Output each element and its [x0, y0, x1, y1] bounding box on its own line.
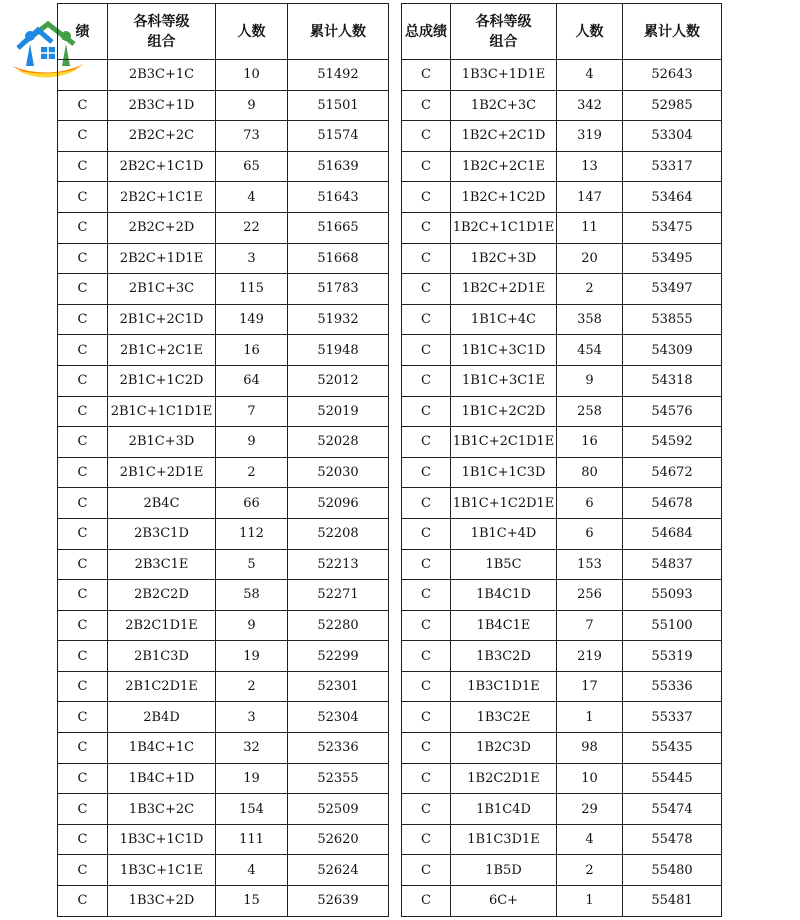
count-cell: 29	[557, 794, 623, 825]
total-grade-cell: C	[58, 763, 108, 794]
grade-combination-cell: 1B1C4D	[451, 794, 557, 825]
grade-combination-cell: 2B3C1E	[108, 549, 216, 580]
cumulative-count-cell: 54678	[623, 488, 722, 519]
table-row	[402, 824, 722, 855]
grade-combination-cell: 1B4C1D	[451, 580, 557, 611]
total-grade-cell: C	[402, 886, 451, 917]
cumulative-count-cell: 52355	[288, 763, 389, 794]
count-cell: 73	[216, 121, 288, 152]
count-cell: 17	[557, 671, 623, 702]
cumulative-count-cell: 53475	[623, 212, 722, 243]
table-row	[58, 580, 389, 611]
table-row	[402, 549, 722, 580]
count-cell: 6	[557, 518, 623, 549]
cumulative-count-cell: 52299	[288, 641, 389, 672]
count-cell: 9	[216, 90, 288, 121]
total-grade-cell: C	[58, 580, 108, 611]
table-row	[402, 90, 722, 121]
table-row	[402, 274, 722, 305]
count-cell: 2	[216, 457, 288, 488]
total-grade-cell: C	[58, 365, 108, 396]
total-grade-cell: C	[58, 794, 108, 825]
cumulative-count-cell: 51501	[288, 90, 389, 121]
cumulative-count-cell: 52280	[288, 610, 389, 641]
table-row	[58, 304, 389, 335]
table-row	[58, 733, 389, 764]
grade-combination-cell: 1B1C+4D	[451, 518, 557, 549]
count-cell: 4	[216, 182, 288, 213]
count-cell: 58	[216, 580, 288, 611]
count-cell: 111	[216, 824, 288, 855]
grade-combination-cell: 1B2C+3C	[451, 90, 557, 121]
grade-combination-cell: 1B3C2E	[451, 702, 557, 733]
grade-combination-cell: 2B1C+1C2D	[108, 365, 216, 396]
table-row	[402, 580, 722, 611]
cumulative-count-cell: 52096	[288, 488, 389, 519]
count-cell: 32	[216, 733, 288, 764]
grade-combination-cell: 2B4C	[108, 488, 216, 519]
total-grade-cell: C	[58, 121, 108, 152]
table-row	[58, 274, 389, 305]
total-grade-cell: C	[58, 151, 108, 182]
cumulative-count-cell: 52019	[288, 396, 389, 427]
cumulative-count-cell: 52336	[288, 733, 389, 764]
count-cell: 98	[557, 733, 623, 764]
count-cell: 66	[216, 488, 288, 519]
count-cell: 2	[216, 671, 288, 702]
cumulative-count-cell: 51932	[288, 304, 389, 335]
cumulative-count-cell: 55435	[623, 733, 722, 764]
cumulative-count-cell: 52271	[288, 580, 389, 611]
count-cell: 10	[216, 60, 288, 91]
table-row	[402, 457, 722, 488]
total-grade-cell: C	[58, 182, 108, 213]
count-cell: 153	[557, 549, 623, 580]
count-cell: 1	[557, 702, 623, 733]
total-grade-cell	[58, 60, 108, 91]
grade-combination-cell: 2B1C+3C	[108, 274, 216, 305]
table-row	[58, 335, 389, 366]
cumulative-count-cell: 52301	[288, 671, 389, 702]
table-row	[402, 794, 722, 825]
cumulative-count-cell: 51665	[288, 212, 389, 243]
table-row	[402, 610, 722, 641]
count-cell: 342	[557, 90, 623, 121]
count-header: 人数	[557, 4, 623, 60]
table-row	[58, 702, 389, 733]
total-grade-cell: C	[402, 610, 451, 641]
grade-combination-cell: 2B1C2D1E	[108, 671, 216, 702]
count-cell: 16	[557, 427, 623, 458]
count-cell: 20	[557, 243, 623, 274]
total-grade-cell: C	[402, 182, 451, 213]
count-cell: 219	[557, 641, 623, 672]
count-cell: 454	[557, 335, 623, 366]
grade-combination-cell: 1B1C+4C	[451, 304, 557, 335]
grade-combination-cell: 1B3C+1D1E	[451, 60, 557, 91]
cumulative-count-cell: 52208	[288, 518, 389, 549]
total-grade-cell: C	[58, 733, 108, 764]
total-grade-cell: C	[402, 427, 451, 458]
count-cell: 64	[216, 365, 288, 396]
cumulative-count-header: 累计人数	[623, 4, 722, 60]
grade-combination-cell: 1B1C+2C2D	[451, 396, 557, 427]
count-cell: 19	[216, 763, 288, 794]
cumulative-count-cell: 55478	[623, 824, 722, 855]
table-row	[402, 518, 722, 549]
grade-combination-cell: 2B2C+1C1D	[108, 151, 216, 182]
total-grade-cell: C	[58, 488, 108, 519]
cumulative-count-cell: 52030	[288, 457, 389, 488]
cumulative-count-cell: 55480	[623, 855, 722, 886]
grade-combination-cell: 2B1C3D	[108, 641, 216, 672]
grade-combination-cell: 1B2C+3D	[451, 243, 557, 274]
table-row	[58, 60, 389, 91]
grade-combination-cell: 1B3C+1C1D	[108, 824, 216, 855]
grade-combination-cell: 2B2C+2D	[108, 212, 216, 243]
table-row	[58, 365, 389, 396]
cumulative-count-cell: 51668	[288, 243, 389, 274]
cumulative-count-cell: 55481	[623, 886, 722, 917]
table-row	[402, 855, 722, 886]
total-grade-cell: C	[58, 702, 108, 733]
count-cell: 19	[216, 641, 288, 672]
total-grade-cell: C	[402, 335, 451, 366]
grade-combination-cell: 2B1C+2D1E	[108, 457, 216, 488]
count-cell: 115	[216, 274, 288, 305]
cumulative-count-cell: 53464	[623, 182, 722, 213]
cumulative-count-cell: 52620	[288, 824, 389, 855]
count-cell: 13	[557, 151, 623, 182]
grade-combination-cell: 1B5D	[451, 855, 557, 886]
total-grade-cell: C	[402, 549, 451, 580]
total-grade-cell: C	[402, 243, 451, 274]
grade-combination-cell: 1B2C+2D1E	[451, 274, 557, 305]
count-cell: 10	[557, 763, 623, 794]
count-cell: 258	[557, 396, 623, 427]
table-row	[58, 641, 389, 672]
grade-combination-cell: 1B1C+1C2D1E	[451, 488, 557, 519]
grade-combination-cell: 1B2C+1C2D	[451, 182, 557, 213]
table-row	[58, 396, 389, 427]
count-cell: 358	[557, 304, 623, 335]
grade-combination-cell: 2B2C+1C1E	[108, 182, 216, 213]
grade-combination-cell: 2B3C+1D	[108, 90, 216, 121]
table-row	[58, 151, 389, 182]
count-cell: 112	[216, 518, 288, 549]
grade-combination-cell: 1B2C3D	[451, 733, 557, 764]
total-grade-cell: C	[58, 396, 108, 427]
cumulative-count-cell: 55100	[623, 610, 722, 641]
grade-combination-cell: 1B4C+1D	[108, 763, 216, 794]
table-row	[58, 90, 389, 121]
header-row	[58, 4, 389, 60]
count-cell: 3	[216, 702, 288, 733]
table-row	[402, 763, 722, 794]
grade-combination-cell: 1B4C+1C	[108, 733, 216, 764]
grade-combination-cell: 1B2C+2C1E	[451, 151, 557, 182]
total-grade-cell: C	[58, 335, 108, 366]
cumulative-count-cell: 52213	[288, 549, 389, 580]
total-grade-cell: C	[402, 763, 451, 794]
cumulative-count-cell: 51643	[288, 182, 389, 213]
grade-combination-cell: 1B3C+2C	[108, 794, 216, 825]
total-grade-cell: C	[58, 610, 108, 641]
grade-combination-cell: 2B1C+3D	[108, 427, 216, 458]
total-grade-cell: C	[402, 855, 451, 886]
total-grade-cell: C	[402, 488, 451, 519]
total-grade-cell: C	[58, 855, 108, 886]
total-grade-cell: C	[58, 824, 108, 855]
total-grade-cell: C	[58, 304, 108, 335]
grade-combination-cell: 1B5C	[451, 549, 557, 580]
cumulative-count-cell: 55337	[623, 702, 722, 733]
table-row	[402, 182, 722, 213]
grade-combination-cell: 2B4D	[108, 702, 216, 733]
count-cell: 9	[216, 610, 288, 641]
count-cell: 319	[557, 121, 623, 152]
table-row	[58, 212, 389, 243]
cumulative-count-cell: 52012	[288, 365, 389, 396]
table-row	[402, 365, 722, 396]
total-grade-cell: C	[402, 457, 451, 488]
total-grade-cell: C	[402, 365, 451, 396]
count-cell: 147	[557, 182, 623, 213]
total-grade-cell: C	[58, 886, 108, 917]
count-cell: 6	[557, 488, 623, 519]
total-grade-cell: C	[58, 671, 108, 702]
table-row	[402, 212, 722, 243]
total-grade-cell: C	[402, 794, 451, 825]
count-cell: 80	[557, 457, 623, 488]
cumulative-count-cell: 54576	[623, 396, 722, 427]
total-grade-cell: C	[58, 457, 108, 488]
total-grade-cell: C	[402, 824, 451, 855]
grade-combination-cell: 2B2C2D	[108, 580, 216, 611]
cumulative-count-cell: 54592	[623, 427, 722, 458]
grade-combination-cell: 2B2C+2C	[108, 121, 216, 152]
cumulative-count-cell: 53304	[623, 121, 722, 152]
count-header: 人数	[216, 4, 288, 60]
cumulative-count-cell: 54309	[623, 335, 722, 366]
total-grade-cell: C	[402, 396, 451, 427]
table-row	[58, 824, 389, 855]
table-row	[58, 182, 389, 213]
count-cell: 15	[216, 886, 288, 917]
count-cell: 7	[216, 396, 288, 427]
table-row	[58, 488, 389, 519]
grade-combination-cell: 6C+	[451, 886, 557, 917]
total-grade-cell: C	[58, 427, 108, 458]
grade-combination-cell: 1B3C1D1E	[451, 671, 557, 702]
cumulative-count-cell: 53317	[623, 151, 722, 182]
total-grade-cell: C	[402, 518, 451, 549]
total-grade-cell: C	[58, 274, 108, 305]
table-row	[58, 518, 389, 549]
table-row	[402, 243, 722, 274]
grade-combination-cell: 1B2C+2C1D	[451, 121, 557, 152]
cumulative-count-cell: 52304	[288, 702, 389, 733]
cumulative-count-cell: 55093	[623, 580, 722, 611]
count-cell: 149	[216, 304, 288, 335]
cumulative-count-cell: 51574	[288, 121, 389, 152]
count-cell: 256	[557, 580, 623, 611]
grade-combination-cell: 2B1C+2C1E	[108, 335, 216, 366]
table-row	[402, 396, 722, 427]
table-row	[58, 855, 389, 886]
table-row	[58, 121, 389, 152]
cumulative-count-cell: 55336	[623, 671, 722, 702]
table-row	[58, 610, 389, 641]
grade-combination-cell: 1B3C+2D	[108, 886, 216, 917]
table-row	[402, 427, 722, 458]
table-row	[402, 60, 722, 91]
count-cell: 65	[216, 151, 288, 182]
grade-combination-header: 各科等级 组合	[108, 4, 216, 60]
grade-combination-cell: 1B4C1E	[451, 610, 557, 641]
total-grade-cell: C	[402, 641, 451, 672]
count-cell: 154	[216, 794, 288, 825]
cumulative-count-cell: 53497	[623, 274, 722, 305]
count-cell: 4	[557, 60, 623, 91]
grade-combination-cell: 1B1C+3C1D	[451, 335, 557, 366]
total-grade-cell: C	[402, 60, 451, 91]
count-cell: 9	[216, 427, 288, 458]
cumulative-count-cell: 52643	[623, 60, 722, 91]
cumulative-count-cell: 54318	[623, 365, 722, 396]
count-cell: 9	[557, 365, 623, 396]
grade-combination-cell: 1B2C2D1E	[451, 763, 557, 794]
cumulative-count-cell: 55445	[623, 763, 722, 794]
total-grade-cell: C	[58, 212, 108, 243]
total-grade-header: 绩	[58, 4, 108, 60]
grade-combination-cell: 1B2C+1C1D1E	[451, 212, 557, 243]
cumulative-count-cell: 51492	[288, 60, 389, 91]
grade-combination-cell: 1B3C+1C1E	[108, 855, 216, 886]
cumulative-count-cell: 51783	[288, 274, 389, 305]
cumulative-count-cell: 54684	[623, 518, 722, 549]
count-cell: 22	[216, 212, 288, 243]
table-row	[402, 671, 722, 702]
total-grade-cell: C	[402, 212, 451, 243]
cumulative-count-cell: 54837	[623, 549, 722, 580]
table-row	[402, 886, 722, 917]
count-cell: 5	[216, 549, 288, 580]
table-row	[58, 763, 389, 794]
table-row	[58, 549, 389, 580]
total-grade-cell: C	[402, 151, 451, 182]
grade-combination-cell: 2B2C1D1E	[108, 610, 216, 641]
cumulative-count-cell: 51948	[288, 335, 389, 366]
grade-combination-cell: 1B3C2D	[451, 641, 557, 672]
grade-combination-cell: 1B1C+2C1D1E	[451, 427, 557, 458]
grade-combination-cell: 2B3C+1C	[108, 60, 216, 91]
count-cell: 1	[557, 886, 623, 917]
header-row	[402, 4, 722, 60]
total-grade-cell: C	[402, 304, 451, 335]
grade-combination-cell: 1B1C+3C1E	[451, 365, 557, 396]
grade-combination-cell: 2B3C1D	[108, 518, 216, 549]
total-grade-cell: C	[402, 702, 451, 733]
total-grade-cell: C	[402, 580, 451, 611]
count-cell: 4	[557, 824, 623, 855]
table-row	[58, 457, 389, 488]
total-grade-cell: C	[402, 733, 451, 764]
table-row	[402, 335, 722, 366]
grade-combination-cell: 2B1C+2C1D	[108, 304, 216, 335]
cumulative-count-cell: 52028	[288, 427, 389, 458]
cumulative-count-cell: 52624	[288, 855, 389, 886]
total-grade-cell: C	[58, 641, 108, 672]
count-cell: 16	[216, 335, 288, 366]
total-grade-cell: C	[402, 90, 451, 121]
cumulative-count-cell: 53855	[623, 304, 722, 335]
total-grade-cell: C	[58, 549, 108, 580]
cumulative-count-cell: 54672	[623, 457, 722, 488]
grade-combination-cell: 1B1C3D1E	[451, 824, 557, 855]
total-grade-header: 总成绩	[402, 4, 451, 60]
table-row	[58, 671, 389, 702]
table-row	[402, 702, 722, 733]
count-cell: 7	[557, 610, 623, 641]
table-row	[58, 886, 389, 917]
count-cell: 4	[216, 855, 288, 886]
cumulative-count-cell: 52639	[288, 886, 389, 917]
cumulative-count-cell: 55474	[623, 794, 722, 825]
grade-combination-table-left	[57, 3, 389, 917]
grade-combination-header: 各科等级 组合	[451, 4, 557, 60]
count-cell: 2	[557, 855, 623, 886]
table-row	[402, 733, 722, 764]
total-grade-cell: C	[402, 274, 451, 305]
grade-combination-cell: 1B1C+1C3D	[451, 457, 557, 488]
table-row	[402, 121, 722, 152]
grade-combination-table-right	[401, 3, 722, 917]
total-grade-cell: C	[402, 121, 451, 152]
total-grade-cell: C	[58, 90, 108, 121]
table-row	[58, 427, 389, 458]
total-grade-cell: C	[58, 518, 108, 549]
total-grade-cell: C	[58, 243, 108, 274]
table-row	[402, 151, 722, 182]
table-row	[402, 488, 722, 519]
grade-combination-cell: 2B2C+1D1E	[108, 243, 216, 274]
cumulative-count-cell: 51639	[288, 151, 389, 182]
table-row	[58, 794, 389, 825]
table-row	[58, 243, 389, 274]
count-cell: 11	[557, 212, 623, 243]
cumulative-count-cell: 52985	[623, 90, 722, 121]
cumulative-count-header: 累计人数	[288, 4, 389, 60]
table-row	[402, 304, 722, 335]
cumulative-count-cell: 52509	[288, 794, 389, 825]
count-cell: 3	[216, 243, 288, 274]
cumulative-count-cell: 55319	[623, 641, 722, 672]
table-row	[402, 641, 722, 672]
grade-combination-cell: 2B1C+1C1D1E	[108, 396, 216, 427]
count-cell: 2	[557, 274, 623, 305]
cumulative-count-cell: 53495	[623, 243, 722, 274]
total-grade-cell: C	[402, 671, 451, 702]
